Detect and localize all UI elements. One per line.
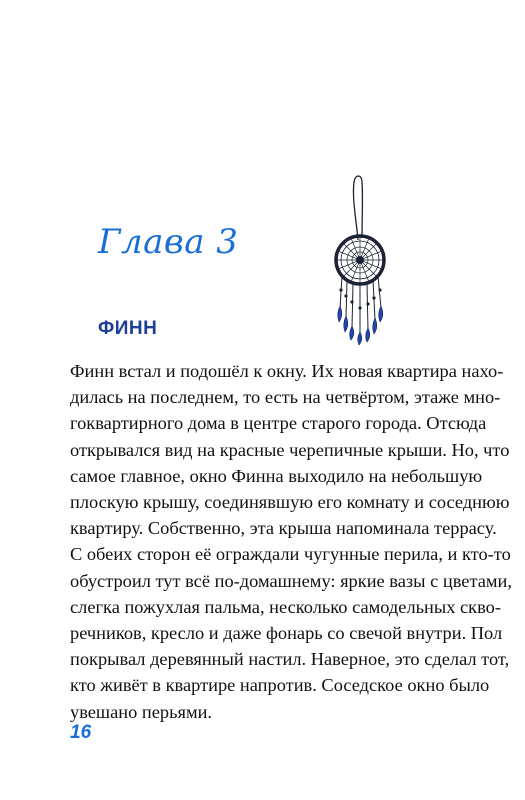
- body-paragraph: [70, 358, 512, 725]
- text-line: самое главное, окно Финна выходило на небольшую: [70, 465, 483, 486]
- text-line: С обеих сторон её ограждали чугунные перила, и кто-то: [70, 544, 511, 565]
- text-line: слегка пожухлая пальма, несколько самодельных скво-: [70, 596, 501, 617]
- text-line: речников, кресло и даже фонарь со свечой внутри. Пол: [70, 623, 503, 644]
- text-line: гоквартирного дома в центре старого города. Отсюда: [70, 413, 487, 434]
- text-line: дилась на последнем, то есть на четвёртом, этаже мно-: [70, 387, 501, 408]
- chapter-character-name: ФИНН: [98, 318, 158, 339]
- dreamcatcher-icon: [318, 168, 408, 348]
- text-line: обустроил тут всё по-домашнему: яркие вазы с цветами,: [70, 570, 512, 591]
- text-line: кто живёт в квартире напротив. Соседское окно было: [70, 675, 490, 696]
- text-line: квартиру. Собственно, эта крыша напоминала террасу.: [70, 518, 497, 539]
- text-line: покрывал деревянный настил. Наверное, это сделал тот,: [70, 649, 510, 670]
- text-line: увешано перьями.: [70, 701, 213, 722]
- text-line: открывался вид на красные черепичные крыши. Но, что: [70, 439, 510, 460]
- text-line: плоскую крышу, соединявшую его комнату и соседнюю: [70, 492, 510, 513]
- page-number: 16: [70, 722, 92, 743]
- text-line: Финн встал и подошёл к окну. Их новая квартира нахо-: [70, 361, 504, 381]
- chapter-title: Глава 3: [98, 222, 239, 262]
